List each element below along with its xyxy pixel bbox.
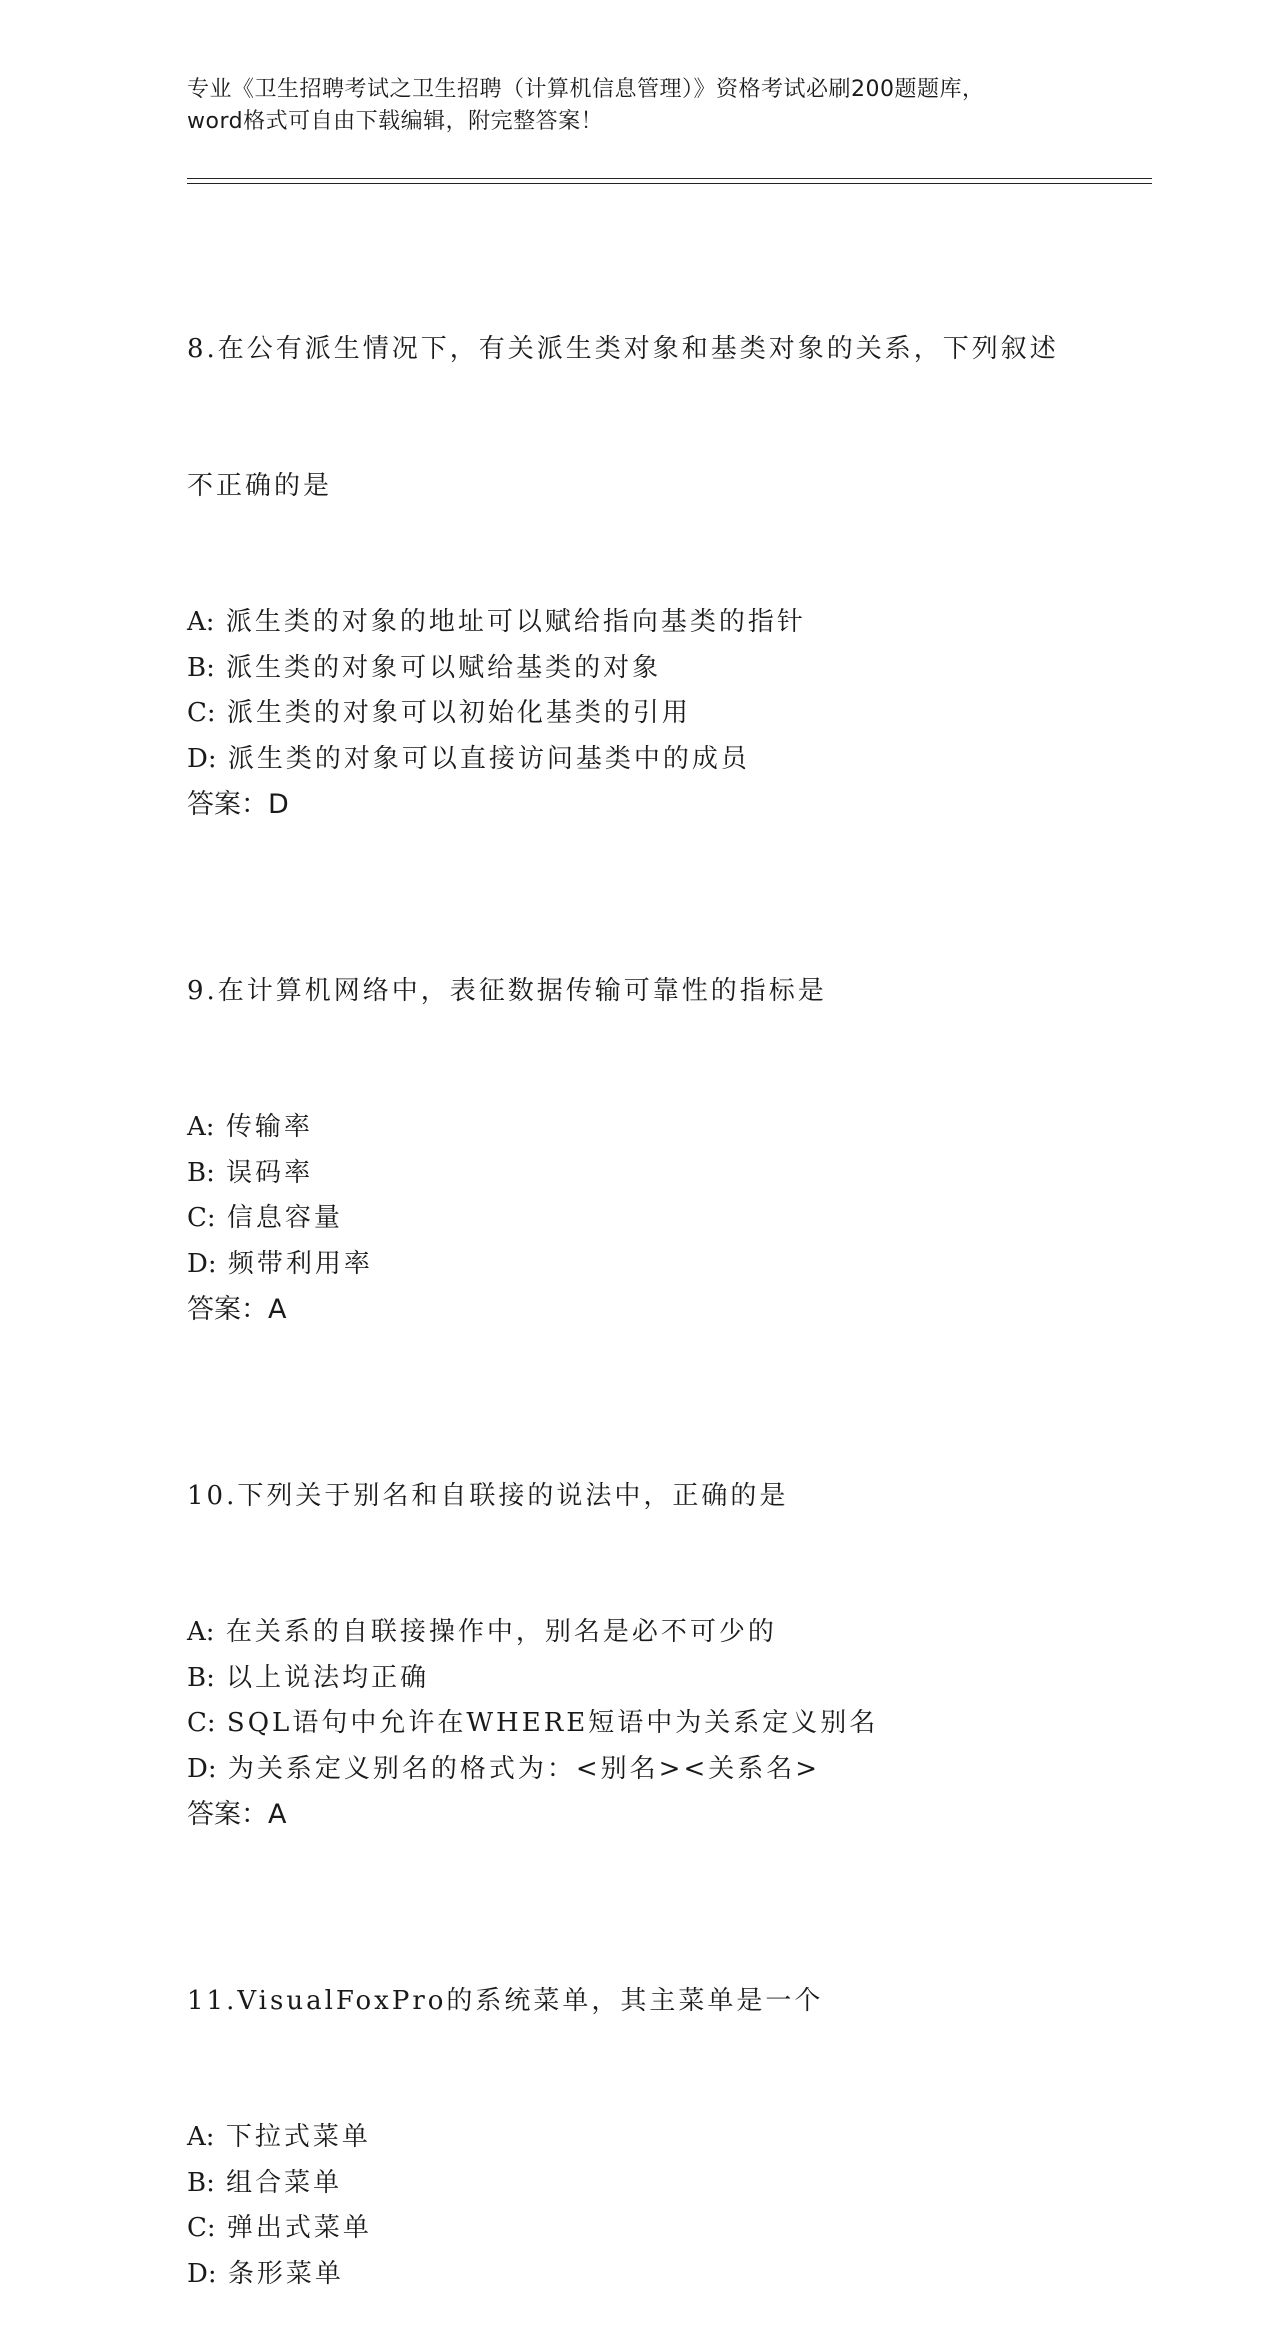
option-text: SQL语句中允许在WHERE短语中为关系定义别名 [226,1708,879,1738]
question-stem [187,878,1147,1106]
answer-label: 答案：A [187,1294,287,1325]
option-text: 下拉式菜单 [225,2122,371,2152]
header-line-2: word格式可自由下载编辑，附完整答案！ [187,109,604,134]
question-stem [187,1888,1147,2116]
option-letter: A: [187,607,215,637]
option-letter: C: [187,1203,216,1233]
option-letter: A: [187,1617,215,1647]
option-text: 频带利用率 [227,1248,373,1279]
option-letter: A: [187,2122,215,2152]
option-text: 弹出式菜单 [226,2213,372,2243]
question-stem-line: 8.在公有派生情况下，有关派生类对象和基类对象的关系，下列叙述 [187,334,1059,364]
option-letter: B: [187,1662,215,1693]
option-d [187,2252,1147,2298]
option-letter: A: [187,1112,215,1142]
question-10 [187,1383,1147,1838]
option-letter: C: [187,698,216,728]
option-text: 传输率 [225,1112,313,1142]
option-letter: D: [187,2258,217,2289]
option-b [187,646,1147,692]
option-c [187,2206,1147,2252]
question-stem-line: 不正确的是 [187,470,333,501]
question-11 [187,1888,1147,2298]
option-d [187,1747,1147,1793]
option-text: 在关系的自联接操作中，别名是必不可少的 [225,1617,777,1647]
question-stem-line: 10.下列关于别名和自联接的说法中，正确的是 [187,1480,789,1511]
option-a [187,600,1147,646]
option-d [187,737,1147,783]
option-text: 派生类的对象可以直接访问基类中的成员 [227,743,750,774]
question-stem [187,236,1147,600]
document-header [187,74,1147,138]
option-c [187,1701,1147,1747]
option-text: 条形菜单 [227,2258,344,2289]
option-text: 组合菜单 [226,2167,343,2198]
option-letter: C: [187,2213,216,2243]
option-text: 以上说法均正确 [226,1662,430,1693]
question-stem [187,1383,1147,1611]
option-letter: D: [187,743,217,774]
question-8 [187,236,1147,828]
option-text: 误码率 [226,1157,314,1188]
option-a [187,1105,1147,1151]
option-letter: D: [187,1248,217,1279]
header-divider-bottom [187,183,1152,184]
option-c [187,1196,1147,1242]
option-letter: D: [187,1753,217,1784]
option-b [187,2161,1147,2207]
option-text: 派生类的对象可以赋给基类的对象 [226,652,662,683]
answer-label: 答案：A [187,1799,287,1830]
question-stem-line: 11.VisualFoxPro的系统菜单，其主菜单是一个 [187,1985,824,2016]
option-a [187,2115,1147,2161]
option-text: 信息容量 [226,1203,343,1233]
option-a [187,1610,1147,1656]
question-stem-line: 9.在计算机网络中，表征数据传输可靠性的指标是 [187,975,827,1006]
option-text: 派生类的对象的地址可以赋给指向基类的指针 [225,607,806,637]
option-letter: B: [187,2167,215,2198]
option-c [187,691,1147,737]
option-letter: B: [187,652,215,683]
option-letter: B: [187,1157,215,1188]
answer-label: 答案：D [187,789,289,820]
option-letter: C: [187,1708,216,1738]
option-b [187,1656,1147,1702]
option-text: 派生类的对象可以初始化基类的引用 [226,698,691,728]
header-line-1: 专业《卫生招聘考试之卫生招聘（计算机信息管理）》资格考试必刷200题题库， [187,77,985,102]
option-d [187,1242,1147,1288]
question-9 [187,878,1147,1333]
question-list [187,236,1147,2347]
header-divider-top [187,178,1152,179]
option-b [187,1151,1147,1197]
option-text: 为关系定义别名的格式为：<别名><关系名> [227,1753,821,1784]
